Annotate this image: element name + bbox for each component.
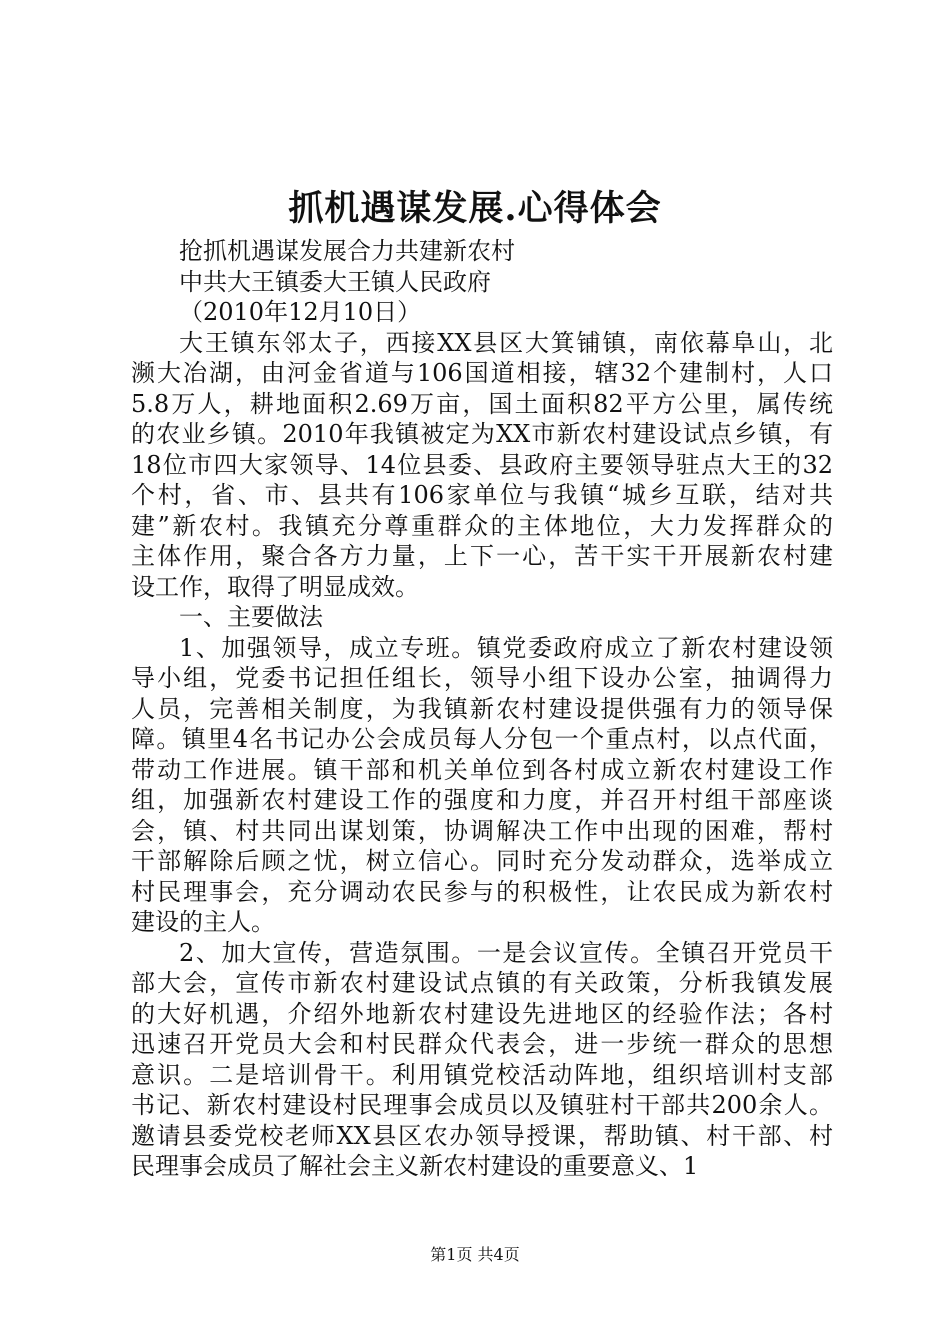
- paragraph-line: 18位市四大家领导、14位县委、县政府主要领导驻点大王的32: [131, 450, 833, 479]
- paragraph-line: 书记、新农村建设村民理事会成员以及镇驻村干部共200余人。: [131, 1091, 833, 1119]
- paragraph-line: 带动工作进展。镇干部和机关单位到各村成立新农村建设工作: [131, 755, 833, 784]
- paragraph-line: 建”新农村。我镇充分尊重群众的主体地位，大力发挥群众的: [131, 511, 833, 540]
- paragraph-leadership: [131, 633, 833, 938]
- paragraph-line: 2、加大宣传，营造氛围。一是会议宣传。全镇召开党员干: [179, 938, 833, 967]
- paragraph-publicity: [131, 938, 833, 1182]
- paragraph-line: 建设的主人。: [131, 908, 275, 936]
- intro-line: 中共大王镇委大王镇人民政府: [179, 267, 491, 296]
- page-footer: 第1页 共4页: [430, 1245, 520, 1264]
- section-heading-line: 一、主要做法: [179, 603, 323, 631]
- paragraph-line: 个村，省、市、县共有106家单位与我镇“城乡互联，结对共: [131, 481, 833, 509]
- paragraph-line: 导小组，党委书记担任组长，领导小组下设办公室，抽调得力: [131, 664, 833, 692]
- paragraph-line: 濒大冶湖，由河金省道与106国道相接，辖32个建制村，人口: [131, 359, 833, 387]
- document-body: [131, 236, 833, 1182]
- paragraph-line: 民理事会成员了解社会主义新农村建设的重要意义、1: [131, 1152, 699, 1180]
- paragraph-line: 部大会，宣传市新农村建设试点镇的有关政策，分析我镇发展: [131, 969, 833, 997]
- paragraph-line: 障。镇里4名书记办公会成员每人分包一个重点村，以点代面，: [131, 725, 833, 753]
- paragraph-line: 干部解除后顾之忧，树立信心。同时充分发动群众，选举成立: [131, 847, 833, 875]
- paragraph-line: 村民理事会，充分调动农民参与的积极性，让农民成为新农村: [131, 877, 833, 906]
- paragraph-line: 5.8万人，耕地面积2.69万亩，国土面积82平方公里，属传统: [131, 389, 833, 418]
- paragraph-line: 主体作用，聚合各方力量，上下一心，苦干实干开展新农村建: [131, 542, 833, 570]
- paragraph-line: 的农业乡镇。2010年我镇被定为XX市新农村建设试点乡镇，有: [131, 420, 833, 448]
- paragraph-line: 会，镇、村共同出谋划策，协调解决工作中出现的困难，帮村: [131, 816, 833, 845]
- section-heading: [131, 602, 833, 633]
- paragraph-line: 人员，完善相关制度，为我镇新农村建设提供强有力的领导保: [131, 694, 833, 723]
- paragraph-overview: [131, 328, 833, 603]
- paragraph-line: 邀请县委党校老师XX县区农办领导授课，帮助镇、村干部、村: [131, 1121, 833, 1150]
- paragraph-line: 大王镇东邻太子，西接XX县区大箕铺镇，南依幕阜山，北: [179, 328, 833, 357]
- paragraph-line: 设工作，取得了明显成效。: [131, 572, 419, 601]
- intro-line: 抢抓机遇谋发展合力共建新农村: [179, 237, 515, 265]
- paragraph-line: 的大好机遇，介绍外地新农村建设先进地区的经验作法；各村: [131, 999, 833, 1028]
- intro-line: （2010年12月10日）: [179, 298, 422, 326]
- paragraph-line: 意识。二是培训骨干。利用镇党校活动阵地，组织培训村支部: [131, 1060, 833, 1089]
- document-title: 抓机遇谋发展.心得体会: [288, 188, 662, 229]
- paragraph-line: 迅速召开党员大会和村民群众代表会，进一步统一群众的思想: [131, 1030, 833, 1058]
- paragraph-line: 1、加强领导，成立专班。镇党委政府成立了新农村建设领: [179, 633, 833, 662]
- paragraph-line: 组，加强新农村建设工作的强度和力度，并召开村组干部座谈: [131, 786, 833, 814]
